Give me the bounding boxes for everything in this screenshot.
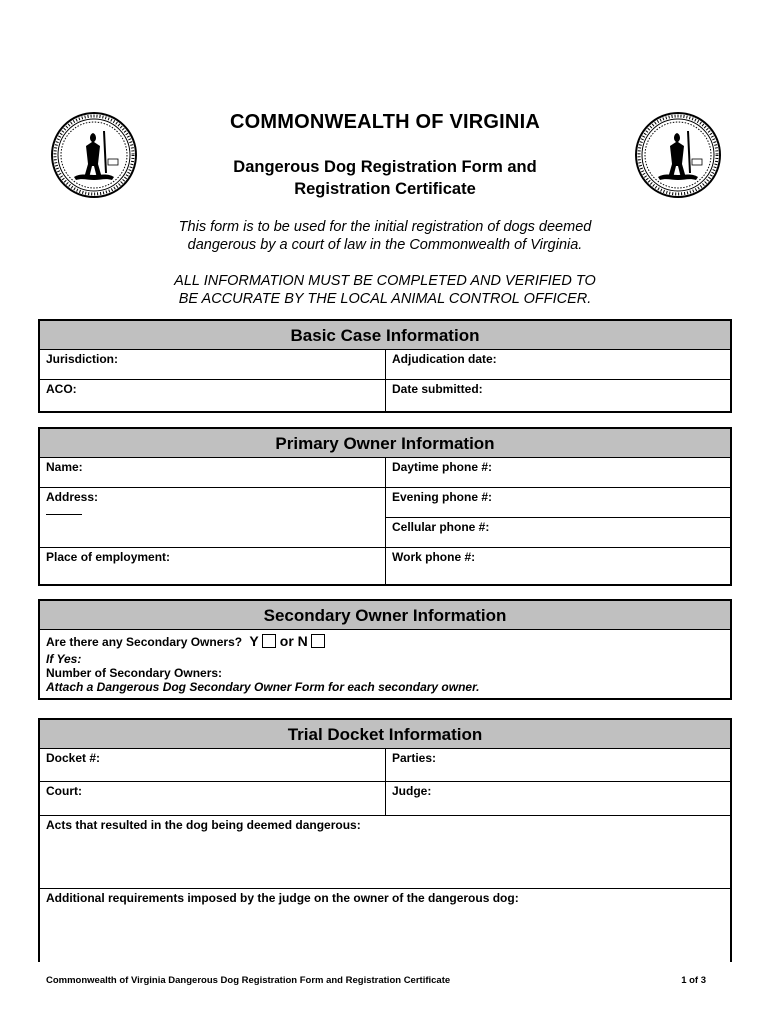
cellular-phone-field[interactable]: Cellular phone #: — [392, 520, 490, 534]
no-checkbox[interactable] — [311, 634, 325, 648]
notice-line-2: BE ACCURATE BY THE LOCAL ANIMAL CONTROL OFFICER. — [178, 291, 592, 307]
form-row — [40, 889, 730, 959]
intro-line-1: This form is to be used for the initial registration of dogs deemed — [178, 219, 592, 235]
document-title: COMMONWEALTH OF VIRGINIA — [230, 111, 540, 133]
subtitle-line-1: Dangerous Dog Registration Form and — [233, 158, 537, 176]
basic-case-section — [38, 319, 732, 413]
phone-stack — [386, 488, 730, 547]
form-row — [40, 350, 730, 380]
judge-field[interactable]: Judge: — [392, 784, 432, 798]
parties-field[interactable]: Parties: — [392, 751, 437, 765]
aco-field[interactable]: ACO: — [40, 380, 386, 411]
subtitle-line-2: Registration Certificate — [294, 180, 476, 198]
number-of-secondary-owners-field[interactable]: Number of Secondary Owners: — [46, 666, 223, 680]
daytime-phone-field[interactable]: Daytime phone #: — [392, 460, 493, 474]
dangerous-acts-field[interactable]: Acts that resulted in the dog being deemed dangerous: — [46, 818, 361, 832]
trial-docket-heading: Trial Docket Information — [40, 720, 730, 749]
place-of-employment-field[interactable]: Place of employment: — [40, 548, 386, 584]
address-label: Address: — [46, 490, 99, 504]
basic-case-heading: Basic Case Information — [40, 321, 730, 350]
court-field[interactable]: Court: — [40, 782, 386, 815]
additional-requirements-field[interactable]: Additional requirements imposed by the judge on the owner of the dangerous dog: — [46, 891, 519, 905]
notice-text — [0, 272, 770, 308]
form-row — [40, 548, 730, 584]
yes-label: Y — [249, 633, 259, 649]
no-label: or N — [279, 633, 308, 649]
notice-line-1: ALL INFORMATION MUST BE COMPLETED AND VERIFIED TO — [174, 273, 596, 289]
attach-form-note: Attach a Dangerous Dog Secondary Owner Form for each secondary owner. — [46, 680, 480, 694]
date-submitted-field[interactable]: Date submitted: — [392, 382, 483, 396]
document-subtitle — [0, 156, 770, 200]
work-phone-field[interactable]: Work phone #: — [392, 550, 476, 564]
form-row — [40, 782, 730, 816]
form-row — [40, 749, 730, 782]
if-yes-label: If Yes: — [46, 652, 82, 666]
address-blank-line — [46, 508, 82, 515]
intro-text — [0, 218, 770, 254]
docket-number-field[interactable]: Docket #: — [40, 749, 386, 781]
secondary-owner-question: Are there any Secondary Owners? — [46, 635, 243, 649]
secondary-owner-body — [40, 630, 730, 697]
footer-document-title: Commonwealth of Virginia Dangerous Dog Registration Form and Registration Certificate — [46, 975, 451, 986]
page-number: 1 of 3 — [681, 975, 706, 986]
form-row — [40, 458, 730, 488]
address-field[interactable] — [40, 488, 386, 547]
secondary-owner-section — [38, 599, 732, 700]
form-row — [40, 488, 730, 548]
secondary-owner-question-row — [46, 633, 724, 649]
owner-name-field[interactable]: Name: — [40, 458, 386, 487]
form-row — [40, 816, 730, 889]
trial-docket-section — [38, 718, 732, 962]
adjudication-date-field[interactable]: Adjudication date: — [392, 352, 497, 366]
form-row — [40, 380, 730, 411]
intro-line-2: dangerous by a court of law in the Commonwealth of Virginia. — [187, 237, 583, 253]
primary-owner-section — [38, 427, 732, 586]
jurisdiction-field[interactable]: Jurisdiction: — [40, 350, 386, 379]
yes-checkbox[interactable] — [262, 634, 276, 648]
secondary-owner-heading: Secondary Owner Information — [40, 601, 730, 630]
evening-phone-field[interactable]: Evening phone #: — [386, 488, 730, 518]
primary-owner-heading: Primary Owner Information — [40, 429, 730, 458]
